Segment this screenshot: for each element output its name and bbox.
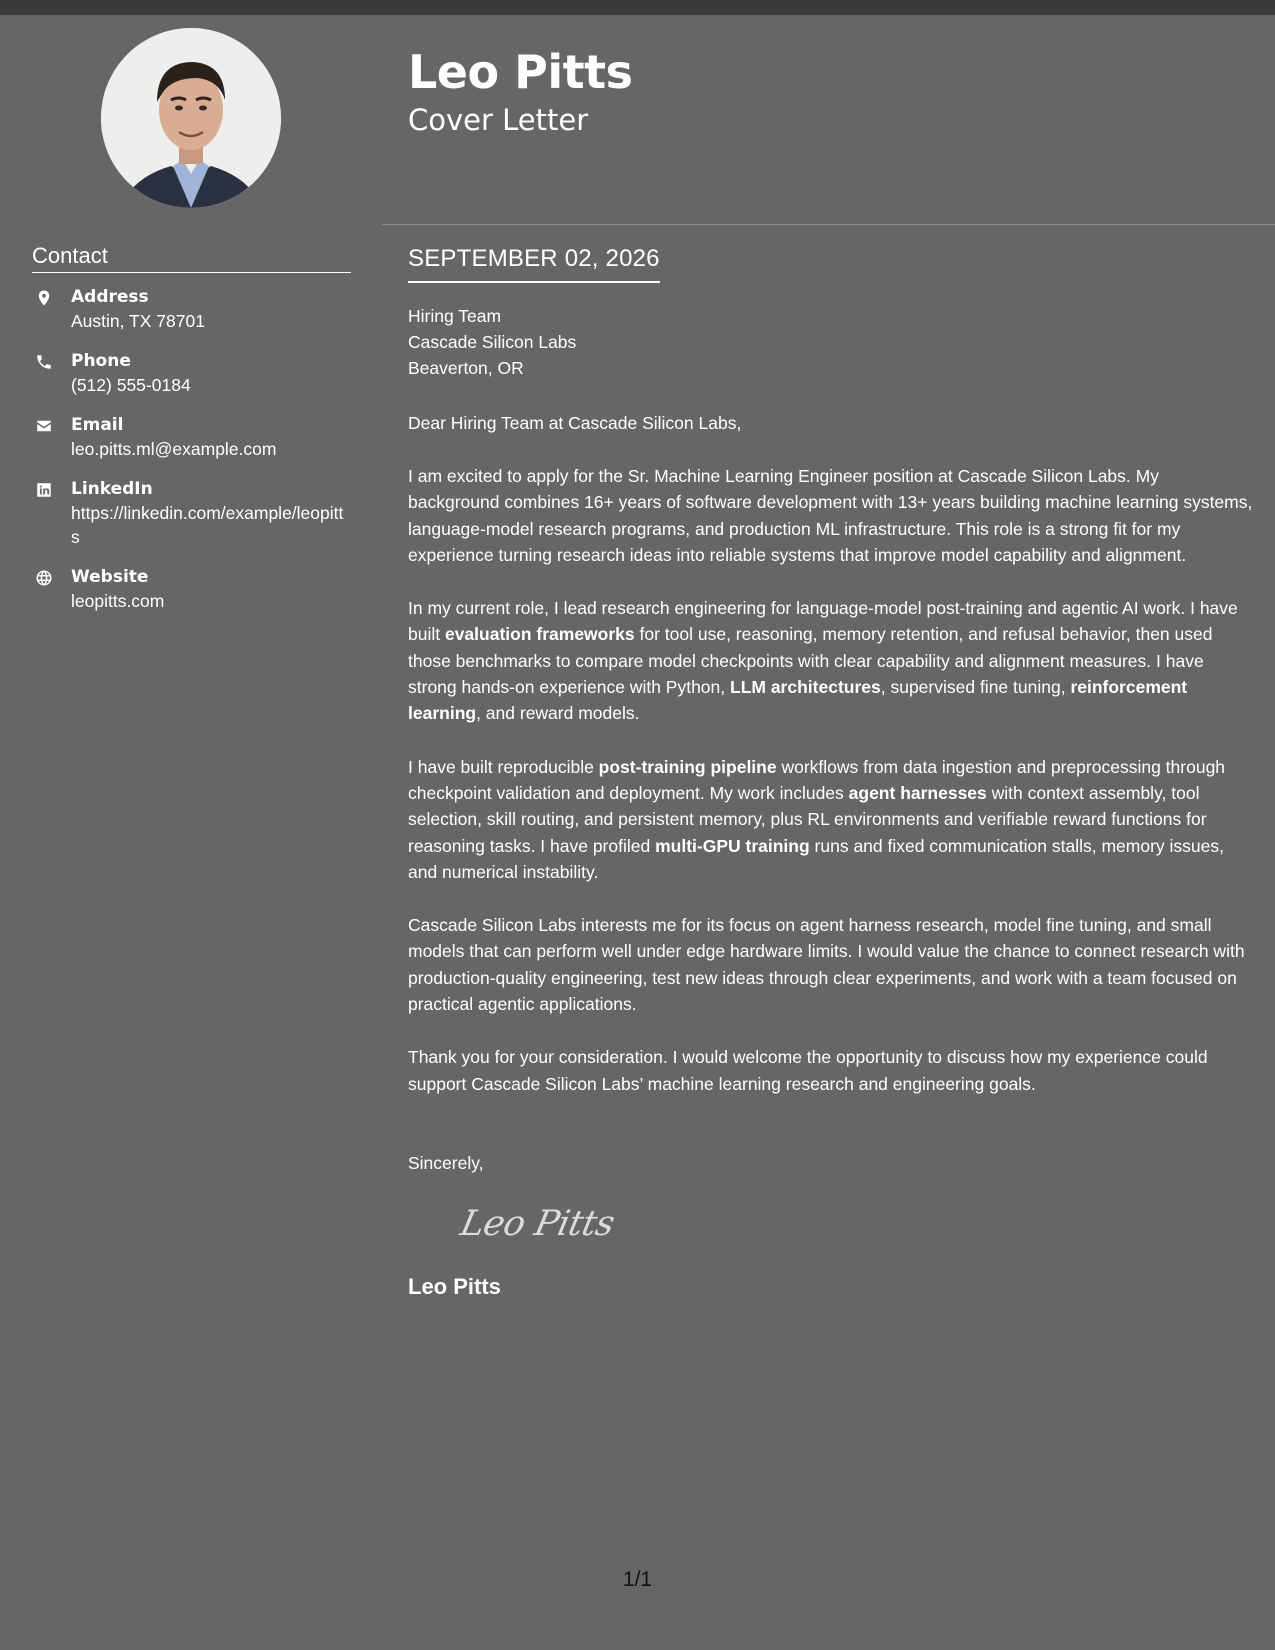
- contact-linkedin: [32, 477, 362, 549]
- letter-date: SEPTEMBER 02, 2026: [408, 244, 660, 283]
- letter-body: [408, 244, 1253, 1302]
- recipient-line: Hiring Team: [408, 306, 502, 326]
- contact-label: Phone: [71, 351, 131, 371]
- highlight: evaluation frameworks: [444, 624, 635, 645]
- contact-heading: Contact: [32, 243, 351, 273]
- recipient-block: [408, 303, 1253, 381]
- contact-value[interactable]: leo.pitts.ml@example.com: [71, 439, 277, 459]
- contact-value: Austin, TX 78701: [71, 311, 205, 331]
- contact-value[interactable]: leopitts.com: [71, 591, 165, 611]
- document-title: Cover Letter: [408, 103, 589, 137]
- candidate-name: Leo Pitts: [408, 45, 633, 99]
- contact-label: Address: [71, 287, 149, 307]
- sidebar: [0, 15, 382, 1650]
- linkedin-icon: [35, 481, 53, 499]
- portrait-illustration: [101, 28, 281, 208]
- contact-label: LinkedIn: [71, 479, 153, 499]
- contact-value[interactable]: https://linkedin.com/example/leopitts: [71, 503, 344, 547]
- highlight: reinforcement learning: [408, 677, 1188, 724]
- recipient-line: Beaverton, OR: [408, 358, 524, 378]
- highlight: LLM architectures: [730, 677, 881, 698]
- signature: Leo Pitts: [456, 1203, 618, 1244]
- map-pin-icon: [35, 289, 53, 307]
- page-number: 1/1: [622, 1568, 653, 1591]
- contact-list: [32, 285, 362, 629]
- paragraph-interest: Cascade Silicon Labs interests me for its focus on agent harness research, model fine tuning, and small models that can perform well under edge hardware limits. I would value the chance to connect research with production-quality engineering, test new ideas through clear experiments, and work with a team focused on practical agentic applications.: [408, 915, 1245, 1015]
- contact-phone: [32, 349, 362, 397]
- signer-name: Leo Pitts: [408, 1273, 501, 1299]
- recipient-line: Cascade Silicon Labs: [408, 332, 577, 352]
- paragraph-pipelines: I have built reproducible post-training pipeline workflows from data ingestion and preprocessing through checkpoint validation and deployment. My work includes agent harnesses with context assembly, tool selection, skill routing, and persistent memory, plus RL environments and verifiable reward functions for reasoning tasks. I have profiled multi-GPU training runs and fixed communication stalls, memory issues, and numerical instability.: [408, 756, 1226, 882]
- closing: Sincerely,: [408, 1152, 484, 1173]
- highlight: agent harnesses: [848, 782, 987, 803]
- paragraph-current-role: In my current role, I lead research engineering for language-model post-training and agentic AI work. I have built evaluation frameworks for tool use, reasoning, memory retention, and refusal behavior, then used those benchmarks to compare model checkpoints with clear capability and alignment measures. I have strong hands-on experience with Python, LLM architectures, supervised fine tuning, reinforcement learning, and reward models.: [408, 598, 1238, 724]
- contact-website: [32, 565, 362, 613]
- paragraph-thanks: Thank you for your consideration. I would welcome the opportunity to discuss how my experience could support Cascade Silicon Labs’ machine learning research and engineering goals.: [408, 1047, 1208, 1094]
- top-bar: [0, 0, 1275, 15]
- envelope-icon: [35, 417, 53, 435]
- contact-address: [32, 285, 362, 333]
- highlight: multi-GPU training: [655, 835, 810, 856]
- salutation: Dear Hiring Team at Cascade Silicon Labs,: [408, 413, 742, 433]
- contact-label: Email: [71, 415, 124, 435]
- paragraph-intro: I am excited to apply for the Sr. Machine Learning Engineer position at Cascade Silicon Labs. My background combines 16+ years of software development with 13+ years building machine learning systems, language-model research programs, and production ML infrastructure. This role is a strong fit for my experience turning research ideas into reliable systems that improve model capability and alignment.: [408, 466, 1253, 565]
- header-divider: [382, 224, 1275, 225]
- globe-icon: [35, 569, 53, 587]
- contact-label: Website: [71, 567, 149, 587]
- phone-icon: [35, 353, 53, 371]
- highlight: post-training pipeline: [598, 756, 777, 777]
- contact-email: [32, 413, 362, 461]
- profile-photo: [101, 28, 281, 208]
- contact-value: (512) 555-0184: [71, 375, 191, 395]
